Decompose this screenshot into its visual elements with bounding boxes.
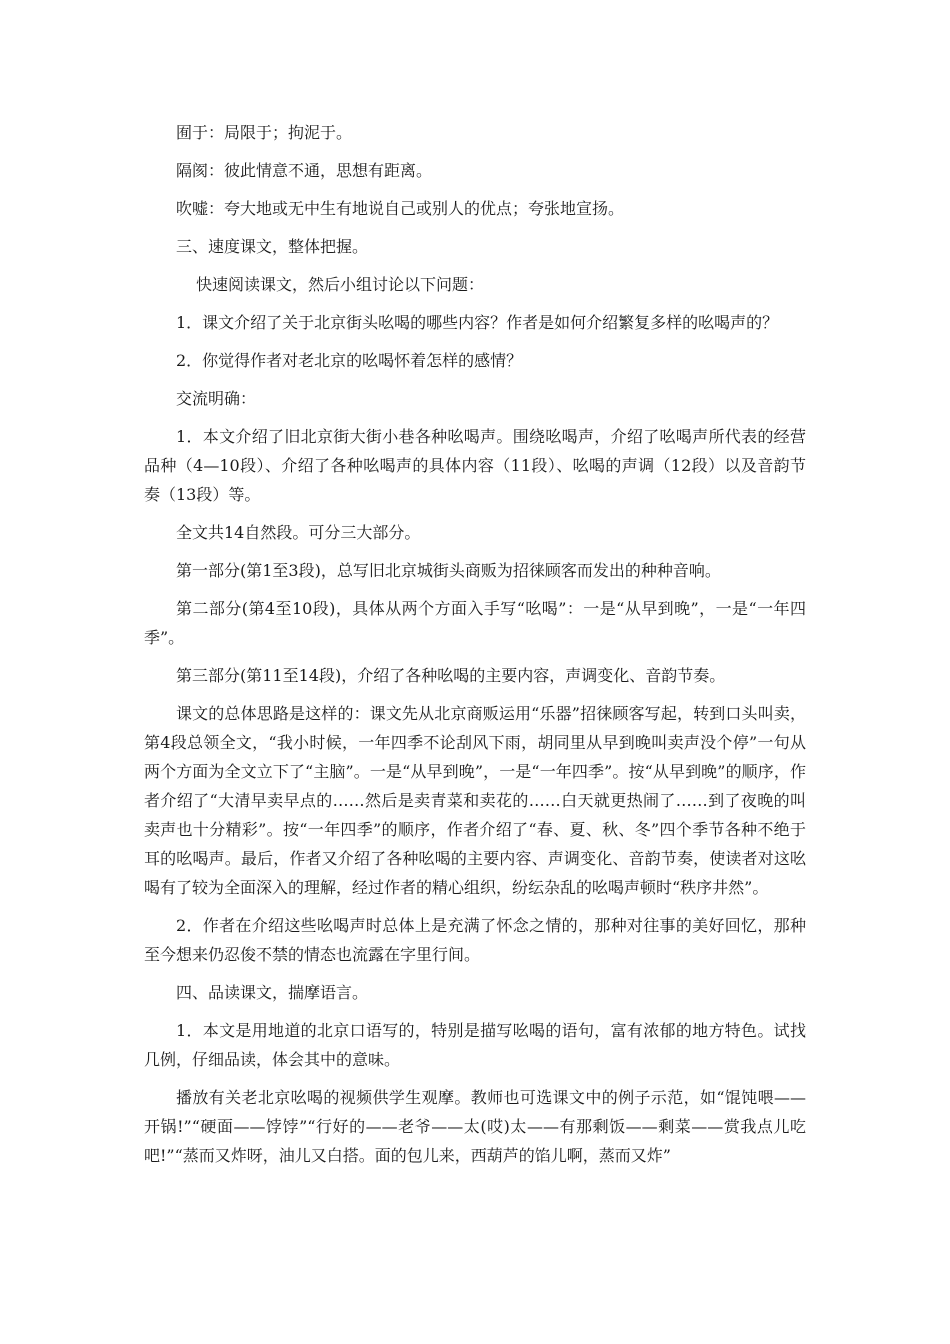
language-task-1: 1．本文是用地道的北京口语写的，特别是描写吆喝的语句，富有浓郁的地方特色。试找几例，仔细品读，体会其中的意味。 bbox=[144, 1021, 806, 1069]
question-2: 2．你觉得作者对老北京的吆喝怀着怎样的感情？ bbox=[176, 351, 523, 370]
section-heading-3: 三、速度课文，整体把握。 bbox=[176, 237, 369, 256]
definition-gehe: 隔阂：彼此情意不通，思想有距离。 bbox=[176, 161, 433, 180]
part-2: 第二部分(第4至10段)，具体从两个方面入手写“吆喝”：一是“从早到晚”，一是“一年四季”。 bbox=[144, 599, 806, 647]
definition-youyu: 囿于：局限于；拘泥于。 bbox=[176, 123, 353, 142]
discussion-label: 交流明确： bbox=[176, 389, 257, 408]
definition-chuixu: 吹嘘：夸大地或无中生有地说自己或别人的优点；夸张地宣扬。 bbox=[176, 199, 625, 218]
part-3: 第三部分(第11至14段)，介绍了各种吆喝的主要内容，声调变化、音韵节奏。 bbox=[176, 666, 726, 685]
overall-structure: 课文的总体思路是这样的：课文先从北京商贩运用“乐器”招徕顾客写起，转到口头叫卖，第4段总领全文，“我小时候，一年四季不论刮风下雨，胡同里从早到晚叫卖声没个停”一句从两个方面为全文立下了“主脑”。一是“从早到晚”，一是“一年四季”。按“从早到晚”的顺序，作者介绍了“大清早卖早点的……然后是卖青菜和卖花的……白天就更热闹了……到了夜晚的叫卖声也十分精彩”。按“一年四季”的顺序，作者介绍了“春、夏、秋、冬”四个季节各种不绝于耳的吆喝声。最后，作者又介绍了各种吆喝的主要内容、声调变化、音韵节奏，使读者对这吆喝有了较为全面深入的理解，经过作者的精心组织，纷纭杂乱的吆喝声顿时“秩序井然”。 bbox=[144, 704, 806, 897]
part-1: 第一部分(第1至3段)，总写旧北京城街头商贩为招徕顾客而发出的种种音响。 bbox=[176, 561, 721, 580]
reading-instruction: 快速阅读课文，然后小组讨论以下问题： bbox=[196, 275, 485, 294]
answer-1: 1．本文介绍了旧北京街大街小巷各种吆喝声。围绕吆喝声，介绍了吆喝声所代表的经营品种（4—10段）、介绍了各种吆喝声的具体内容（11段）、吆喝的声调（12段）以及音韵节奏（13段）等。 bbox=[144, 427, 806, 504]
question-1: 1．课文介绍了关于北京街头吆喝的哪些内容？作者是如何介绍繁复多样的吆喝声的？ bbox=[176, 313, 779, 332]
section-heading-4: 四、品读课文，揣摩语言。 bbox=[176, 983, 369, 1002]
document-page bbox=[144, 118, 806, 1179]
structure-summary: 全文共14自然段。可分三大部分。 bbox=[176, 523, 421, 542]
video-example: 播放有关老北京吆喝的视频供学生观摩。教师也可选课文中的例子示范，如“馄饨喂——开锅!”“硬面——饽饽”“行好的——老爷——太(哎)太——有那剩饭——剩菜——赏我点儿吃吧!”“蒸而又炸呀，油儿又白搭。面的包儿来，西葫芦的馅儿啊，蒸而又炸” bbox=[144, 1088, 806, 1165]
answer-2: 2．作者在介绍这些吆喝声时总体上是充满了怀念之情的，那种对往事的美好回忆，那种至今想来仍忍俊不禁的情态也流露在字里行间。 bbox=[144, 916, 806, 964]
